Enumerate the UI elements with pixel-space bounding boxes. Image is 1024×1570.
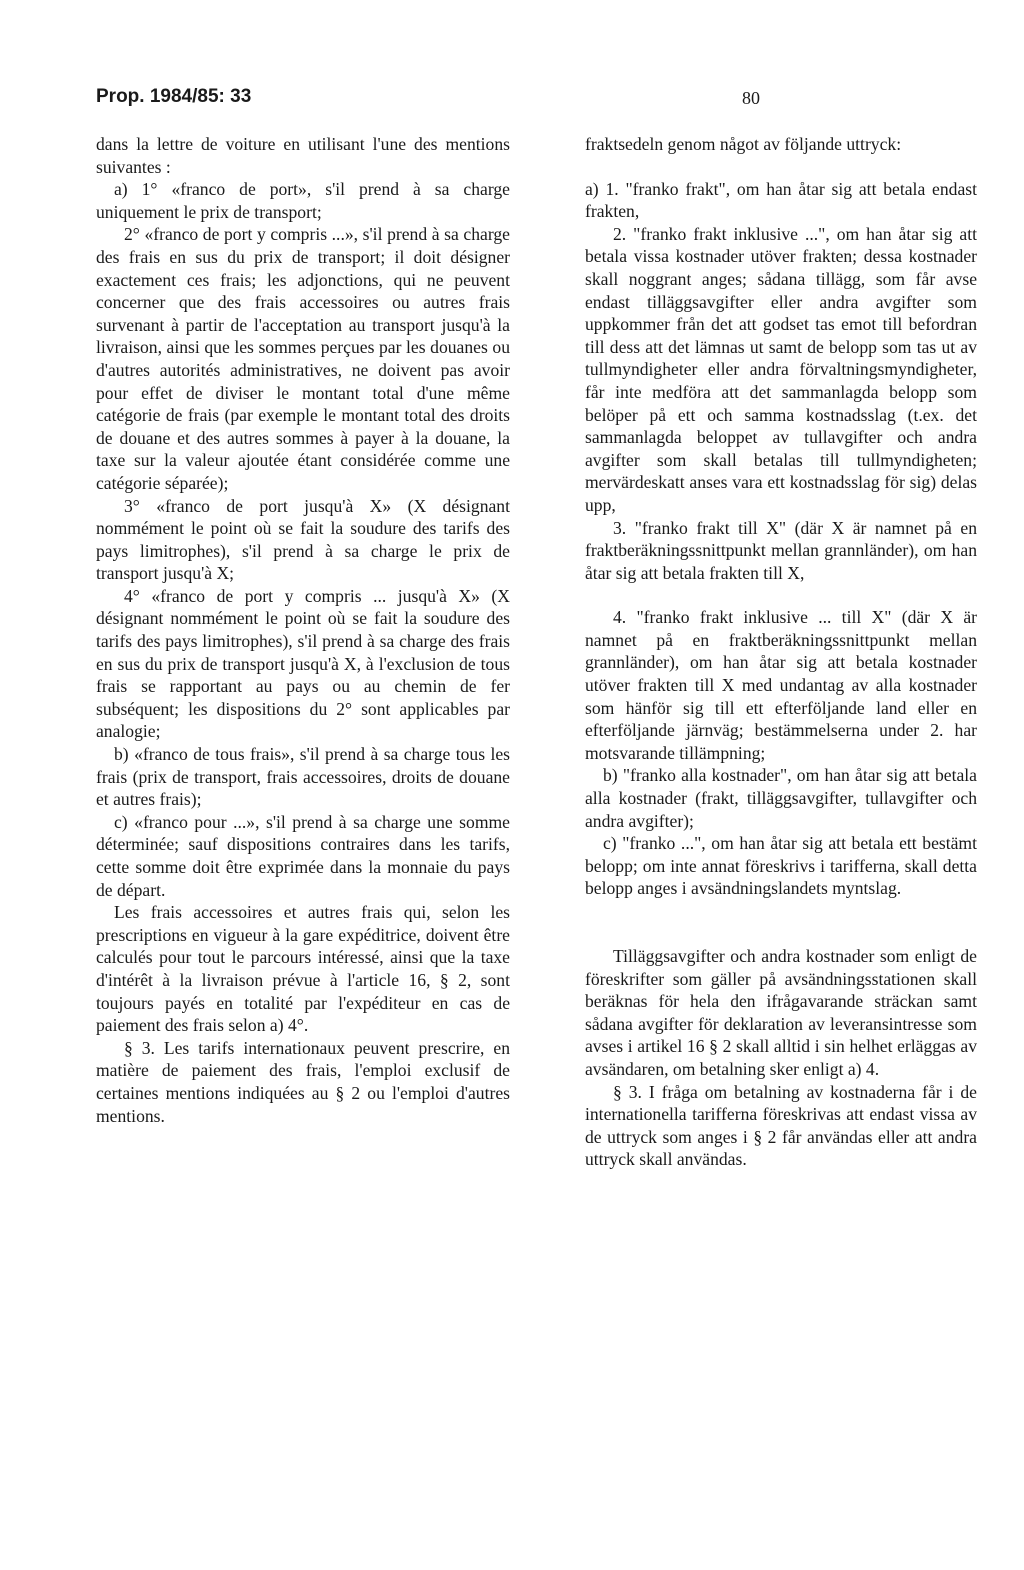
fr-c: c) «franco pour ...», s'il prend à sa charge une somme déterminée; sauf dispositions contraires dans les tarifs, cette somme doit être exprimée dans la monnaie du pays de départ. — [96, 811, 510, 900]
fr-accessory-costs: Les frais accessoires et autres frais qui, selon les prescriptions en vigueur à la gare expéditrice, doivent être calculés pour tout le parcours intéressé, ainsi que la taxe d'intérêt à la livraison prévue à l'article 16, § 2, sont toujours payés en totalité par l'expéditeur en cas de paiement des frais selon a) 4°. — [96, 902, 510, 1036]
sv-b: b) "franko alla kostnader", om han åtar sig att betala alla kostnader (frakt, tilläggsavgifter, tullavgifter och andra avgifter); — [585, 765, 977, 831]
fr-a1: a) 1° «franco de port», s'il prend à sa charge uniquement le prix de transport; — [96, 179, 510, 222]
sv-intro: fraktsedeln genom något av följande uttryck: — [585, 134, 902, 154]
fr-a2: 2° «franco de port y compris ...», s'il prend à sa charge des frais en sus du prix de transport; il doit désigner exactement ces frais; les adjonctions, qui ne peuvent concerner que des frais accessoires ou autres frais survenant à partir de l'acceptation au transport jusqu'à la livraison, ainsi que les sommes perçues par les douanes ou d'autres autorités administratives, ne doivent pas avoir pour effet de diviser le montant total d'une même catégorie de frais (par exemple le montant total des droits de douane et des autres sommes à payer à la douane, la taxe sur la valeur ajoutée étant considérée comme une catégorie séparée); — [96, 224, 510, 493]
french-column — [96, 133, 510, 1127]
swedish-column — [585, 133, 977, 1171]
sv-a3: 3. "franko frakt till X" (där X är namnet på en fraktberäkningssnittpunkt mellan grannländer), om han åtar sig att betala frakten till X, — [585, 517, 977, 583]
fr-a4: 4° «franco de port y compris ... jusqu'à X» (X désignant nommément le point où se fait la soudure des tarifs des pays limitrophes), s'il prend à sa charge des frais en sus du prix de transport jusqu'à X, à l'exclusion de tous frais se rapportant au pays ou au chemin de fer subséquent; les dispositions du 2° sont applicables par analogie; — [96, 585, 510, 742]
sv-a1: a) 1. "franko frakt", om han åtar sig att betala endast frakten, — [585, 178, 977, 222]
document-reference: Prop. 1984/85: 33 — [96, 86, 252, 107]
sv-a4: 4. "franko frakt inklusive ... till X" (där X är namnet på en fraktberäkningssnittpunkt mellan grannländer), om han åtar sig att betala kostnader utöver frakten till X med undantag av alla kostnader som hänför sig till ett efterföljande land eller en efterföljande järnväg; bestämmelserna under 2. har motsvarande tillämpning; — [585, 607, 977, 763]
sv-section-3: § 3. I fråga om betalning av kostnaderna får i de internationella tarifferna föreskrivas att endast vissa av de uttryck som anges i § 2 får användas eller att andra uttryck skall användas. — [585, 1081, 977, 1170]
fr-b: b) «franco de tous frais», s'il prend à sa charge tous les frais (prix de transport, frais accessoires, droits de douane et autres frais); — [96, 744, 510, 810]
sv-a2: 2. "franko frakt inklusive ...", om han åtar sig att betala vissa kostnader utöver frakten; dessa kostnader skall noggrant anges; sådana tillägg, som får avse endast tilläggsavgifter eller andra avgifter som uppkommer från det att godset tas emot till befordran till dess att det lämnas ut samt de belopp som tas ut av tullmyndigheter eller andra förvaltningsmyndigheter, får inte medföra att det sammanlagda belopp som belöper på ett och samma kostnadsslag (t.ex. det sammanlagda beloppet av tullavgifter och andra avgifter som skall betalas till tullmyndigheten; mervärdeskatt anses vara ett kostnadsslag för sig) delas upp, — [585, 223, 977, 515]
fr-section-3: § 3. Les tarifs internationaux peuvent prescrire, en matière de paiement des frais, l'emploi exclusif de certaines mentions indiquées au § 2 ou l'emploi d'autres mentions. — [96, 1037, 510, 1126]
fr-a3: 3° «franco de port jusqu'à X» (X désignant nommément le point où se fait la soudure des tarifs des pays limitrophes), s'il prend à sa charge le prix de transport jusqu'à X; — [96, 495, 510, 584]
sv-accessory-costs: Tilläggsavgifter och andra kostnader som enligt de föreskrifter som gäller på avsändningsstationen skall beräknas för hela den ifrågavarande sträckan samt sådana avgifter för deklaration av leveransintresse som avses i artikel 16 § 2 skall alltid i sin helhet erläggas av avsändaren, om betalning sker enligt a) 4. — [585, 946, 977, 1079]
fr-intro: dans la lettre de voiture en utilisant l'une des mentions suivantes : — [96, 134, 510, 177]
sv-c: c) "franko ...", om han åtar sig att betala ett bestämt belopp; om inte annat föreskrivs i tarifferna, skall detta belopp anges i avsändningslandets myntslag. — [585, 833, 977, 899]
page-number: 80 — [742, 88, 760, 108]
